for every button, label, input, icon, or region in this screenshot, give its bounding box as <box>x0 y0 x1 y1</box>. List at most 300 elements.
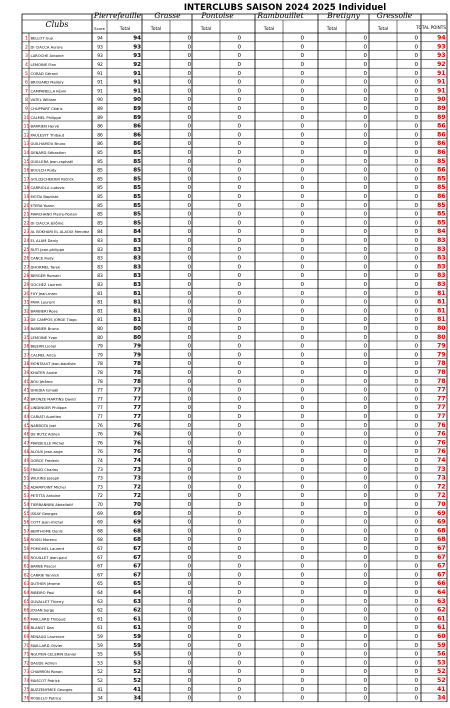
venue-total-cell: 0 <box>187 581 191 588</box>
venue-total-cell: 0 <box>414 326 418 332</box>
venue-total-cell: 0 <box>187 334 191 341</box>
grand-total-cell: 85 <box>437 210 446 218</box>
venue-total-cell: 0 <box>300 317 304 324</box>
grand-total-cell: 72 <box>437 483 446 491</box>
venue-total-cell: 0 <box>237 475 241 482</box>
venue-total-cell: 81 <box>133 290 141 297</box>
venue-total-cell: 52 <box>133 669 141 676</box>
venue-total-cell: 0 <box>300 211 304 218</box>
venue-total-cell: 0 <box>187 141 191 148</box>
venue-total-cell: 0 <box>300 150 304 156</box>
grand-total-cell: 83 <box>437 254 446 262</box>
rank-cell: 3 <box>25 54 28 60</box>
venue-total-cell: 0 <box>300 264 304 271</box>
table-row <box>24 395 446 402</box>
venue-total-cell: 79 <box>133 352 141 359</box>
venue-total-cell: 0 <box>414 581 418 588</box>
score-cell: 77 <box>97 388 103 394</box>
venue-total-cell: 83 <box>133 246 141 253</box>
score-cell: 85 <box>97 221 103 227</box>
venue-total-cell: 0 <box>300 53 304 60</box>
table-row <box>24 651 446 658</box>
venue-total-cell: 0 <box>237 634 241 640</box>
player-name-cell: BARBIERI Rose <box>30 309 58 314</box>
score-cell: 74 <box>97 459 103 464</box>
grand-total-cell: 89 <box>437 105 446 112</box>
rank-cell: 64 <box>23 591 30 596</box>
venue-total-cell: 0 <box>300 449 304 456</box>
grand-total-cell: 80 <box>437 325 446 332</box>
venue-total-cell: 0 <box>237 537 241 544</box>
venue-total-cell: 0 <box>237 458 241 464</box>
venue-total-cell: 83 <box>133 238 141 244</box>
venue-total-cell: 0 <box>414 70 418 77</box>
venue-name: Pontoise <box>201 11 234 20</box>
venue-total-cell: 0 <box>300 590 304 596</box>
grand-total-cell: 77 <box>437 395 446 403</box>
rank-cell: 19 <box>23 195 30 200</box>
venue-total-cell: 76 <box>133 422 141 429</box>
rank-cell: 59 <box>23 547 30 552</box>
venue-total-cell: 73 <box>133 466 141 473</box>
table-row <box>24 668 446 675</box>
player-name-cell: PAVA Laurent <box>30 300 55 305</box>
venue-total-cell: 0 <box>300 97 304 104</box>
venue-total-cell: 0 <box>187 308 191 315</box>
venue-total-cell: 0 <box>237 484 241 491</box>
venue-total-cell: 81 <box>133 308 141 315</box>
table-row <box>24 571 446 578</box>
venue-total-cell: 0 <box>363 484 367 491</box>
table-row <box>24 246 446 253</box>
venue-total-cell: 0 <box>363 537 367 544</box>
venue-total-cell: 0 <box>363 334 367 341</box>
venue-total-cell: 0 <box>363 422 367 429</box>
player-name-cell: CALMEL Philippe <box>30 115 61 120</box>
table-row <box>24 290 446 297</box>
player-name-cell: GUILLERA Jean-raphaël <box>30 159 73 164</box>
player-name-cell: BROUARD Mallory <box>30 80 64 85</box>
venue-total-cell: 0 <box>237 308 241 315</box>
venue-total-cell: 72 <box>133 493 141 500</box>
grand-total-cell: 93 <box>437 52 446 60</box>
venue-total-cell: 0 <box>187 123 191 130</box>
venue-total-cell: 0 <box>300 308 304 315</box>
player-name-cell: RENAUD Laurence <box>30 635 65 639</box>
grand-total-cell: 63 <box>437 597 446 605</box>
score-cell: 80 <box>97 327 103 332</box>
venue-total-cell: 0 <box>187 361 191 368</box>
venue-total-cell: 0 <box>187 686 191 693</box>
table-row <box>24 554 446 561</box>
grand-total-cell: 52 <box>437 677 446 684</box>
venue-total-cell: 0 <box>414 590 418 596</box>
venue-total-cell: 0 <box>187 493 191 500</box>
page-title: INTERCLUBS SAISON 2024 2025 Individuel <box>183 3 387 13</box>
rank-cell: 6 <box>25 80 28 86</box>
venue-total-cell: 91 <box>133 88 141 95</box>
venue-total-cell: 69 <box>133 519 141 526</box>
venue-name: Pierrefeuille <box>93 11 142 20</box>
score-cell: 81 <box>97 318 103 324</box>
venue-total-cell: 0 <box>363 616 367 623</box>
score-cell: 73 <box>97 467 103 473</box>
venue-total-cell: 0 <box>187 62 191 68</box>
venue-total-cell: 0 <box>300 563 304 570</box>
venue-total-cell: 0 <box>300 660 304 667</box>
table-row <box>24 510 446 517</box>
venue-total-cell: 0 <box>363 378 367 385</box>
venue-total-cell: 0 <box>237 290 241 297</box>
rank-cell: 74 <box>23 679 30 684</box>
grand-total-cell: 56 <box>437 650 446 658</box>
venue-total-cell: 0 <box>414 546 418 552</box>
venue-total-cell: 0 <box>187 502 191 508</box>
venue-total-cell: 85 <box>133 158 141 165</box>
grand-total-cell: 80 <box>437 333 446 341</box>
venue-total-cell: 0 <box>187 554 191 561</box>
venue-total-cell: 0 <box>414 510 418 517</box>
venue-total-cell: 0 <box>414 370 418 376</box>
venue-total-cell: 85 <box>133 150 141 156</box>
rank-cell: 20 <box>23 203 30 209</box>
grand-total-cell: 67 <box>437 571 446 579</box>
venue-total-cell: 0 <box>414 264 418 271</box>
venue-total-cell: 0 <box>300 123 304 130</box>
venue-total-cell: 0 <box>187 449 191 456</box>
table-row <box>24 202 446 209</box>
rank-cell: 23 <box>23 230 30 236</box>
venue-total-cell: 0 <box>187 598 191 605</box>
player-name-cell: POMOHEL Laurent <box>30 547 65 551</box>
player-name-cell: MAILLARD Thibaud <box>30 617 66 622</box>
venue-total-cell: 0 <box>187 220 191 227</box>
score-cell: 52 <box>97 679 103 684</box>
grand-total-cell: 83 <box>437 263 446 271</box>
venue-total-cell: 0 <box>187 546 191 552</box>
table-row <box>25 43 445 50</box>
rank-cell: 38 <box>23 362 30 368</box>
player-name-cell: DHORMEL Tarek <box>30 265 61 270</box>
player-name-cell: BOULCH Rudy <box>30 168 57 173</box>
grand-total-cell: 94 <box>437 34 446 42</box>
venue-total-cell: 0 <box>363 590 367 596</box>
score-cell: 62 <box>97 608 103 614</box>
grand-total-cell: 52 <box>437 668 446 676</box>
venue-total-cell: 0 <box>300 158 304 165</box>
venue-total-cell: 0 <box>363 158 367 165</box>
player-name-cell: CORAD Gérard <box>30 71 58 76</box>
grand-total-cell: 86 <box>437 166 446 174</box>
venue-total-cell: 0 <box>363 97 367 104</box>
rank-cell: 28 <box>23 274 30 280</box>
score-cell: 68 <box>97 529 103 535</box>
grand-total-cell: 91 <box>437 87 446 95</box>
rank-cell: 65 <box>23 599 30 605</box>
rank-cell: 62 <box>23 573 30 579</box>
table-row <box>24 263 446 270</box>
venue-total-cell: 0 <box>187 88 191 95</box>
score-cell: 73 <box>97 476 103 482</box>
score-cell: 85 <box>97 195 103 200</box>
venue-total-cell: 0 <box>414 484 418 491</box>
grand-total-cell: 34 <box>437 694 446 702</box>
venue-total-cell: 0 <box>237 150 241 156</box>
grand-total-cell: 83 <box>437 281 446 288</box>
score-cell: 61 <box>97 617 103 623</box>
score-cell: 65 <box>97 582 103 588</box>
venue-total-cell: 0 <box>187 634 191 640</box>
venue-total-cell: 91 <box>133 70 141 77</box>
venue-total-cell: 0 <box>363 299 367 306</box>
venue-total-cell: 0 <box>414 422 418 429</box>
venue-total-cell: 0 <box>187 273 191 280</box>
score-cell: 69 <box>97 520 103 526</box>
clubs-header: Clubs <box>45 20 69 29</box>
score-cell: 90 <box>97 98 103 104</box>
grand-total-cell: 74 <box>437 457 446 464</box>
grand-total-cell: 72 <box>437 492 446 500</box>
table-row <box>24 404 446 411</box>
venue-total-cell: 0 <box>187 387 191 394</box>
grand-total-cell: 67 <box>437 553 446 561</box>
score-cell: 80 <box>97 335 103 341</box>
venue-total-cell: 0 <box>414 352 418 359</box>
venue-total-cell: 0 <box>363 563 367 570</box>
score-cell: 81 <box>97 291 103 297</box>
venue-total-cell: 0 <box>414 185 418 192</box>
rank-cell: 17 <box>23 177 30 183</box>
venue-total-cell: 0 <box>300 132 304 139</box>
venue-total-cell: 0 <box>300 484 304 491</box>
venue-total-cell: 83 <box>133 282 141 288</box>
venue-total-cell: 0 <box>187 440 191 447</box>
venue-total-cell: 0 <box>187 290 191 297</box>
grand-total-cell: 81 <box>437 316 446 324</box>
venue-total-cell: 0 <box>363 264 367 271</box>
table-row <box>24 686 446 693</box>
rank-cell: 71 <box>23 652 30 658</box>
grand-total-cell: 78 <box>437 360 446 368</box>
venue-total-cell: 0 <box>237 264 241 271</box>
table-row <box>24 131 446 138</box>
table-row <box>24 607 446 614</box>
venue-total-cell: 0 <box>237 695 241 702</box>
venue-total-cell: 0 <box>363 317 367 324</box>
rank-cell: 55 <box>23 511 30 517</box>
venue-total-cell: 41 <box>133 686 141 693</box>
venue-total-cell: 0 <box>237 343 241 350</box>
grand-total-cell: 61 <box>437 624 446 632</box>
venue-total-cell: 0 <box>187 352 191 359</box>
grand-total-cell: 89 <box>437 113 446 121</box>
venue-total-cell: 0 <box>187 651 191 658</box>
venue-total-cell: 0 <box>300 343 304 350</box>
venue-total-cell: 0 <box>363 510 367 517</box>
table-row <box>24 466 446 473</box>
venue-total-cell: 67 <box>133 546 141 552</box>
table-row <box>24 219 446 226</box>
venue-total-cell: 68 <box>133 537 141 544</box>
venue-total-cell: 0 <box>237 44 241 51</box>
player-name-cell: DUTHER Jérome <box>30 582 61 587</box>
venue-total-cell: 0 <box>363 466 367 473</box>
grand-total-cell: 60 <box>437 633 446 640</box>
grand-total-cell: 59 <box>437 641 446 649</box>
rank-cell: 61 <box>23 564 30 570</box>
venue-total-cell: 0 <box>363 211 367 218</box>
venue-total-cell: 0 <box>363 519 367 526</box>
grand-total-cell: 77 <box>437 404 446 412</box>
venue-total-cell: 0 <box>414 475 418 482</box>
venue-total-cell: 0 <box>187 70 191 77</box>
grand-total-cell: 79 <box>437 342 446 350</box>
venue-total-cell: 0 <box>414 519 418 526</box>
player-name-cell: KHATER Andre <box>30 371 58 375</box>
grand-total-cell: 93 <box>437 43 446 51</box>
venue-total-cell: 0 <box>300 598 304 605</box>
venue-total-cell: 0 <box>363 458 367 464</box>
venue-total-cell: 0 <box>237 123 241 130</box>
score-cell: 85 <box>97 177 103 183</box>
venue-total-cell: 0 <box>414 229 418 236</box>
score-cell: 91 <box>97 71 103 77</box>
venue-total-cell: 0 <box>300 70 304 77</box>
venue-total-cell: 0 <box>187 317 191 324</box>
player-name-cell: ROSSI Moreno <box>30 538 57 543</box>
venue-total-cell: 0 <box>414 678 418 684</box>
venue-total-cell: 0 <box>414 669 418 676</box>
venue-total-cell: 0 <box>414 238 418 244</box>
venue-total-cell: 0 <box>187 422 191 429</box>
rank-cell: 12 <box>23 133 30 139</box>
rank-cell: 31 <box>23 300 30 306</box>
player-name-cell: BARBE Pascal <box>30 564 56 569</box>
venue-total-cell: 0 <box>300 519 304 526</box>
table-row <box>24 369 446 376</box>
player-name-cell: DI CIACCA Jérôme <box>30 221 64 226</box>
grand-total-cell: 85 <box>437 184 446 192</box>
venue-total-cell: 0 <box>414 334 418 341</box>
table-row <box>24 448 446 455</box>
venue-total-cell: 0 <box>237 158 241 165</box>
venue-total-cell: 0 <box>414 317 418 324</box>
venue-total-cell: 0 <box>237 519 241 526</box>
score-cell: 70 <box>97 503 103 508</box>
venue-total-cell: 85 <box>133 194 141 200</box>
venue-total-cell: 0 <box>300 176 304 183</box>
score-cell: 59 <box>97 643 103 649</box>
venue-total-cell: 0 <box>300 510 304 517</box>
table-row <box>24 307 446 314</box>
venue-total-cell: 0 <box>237 607 241 614</box>
player-name-cell: RUTI Jean-philippe <box>30 247 65 252</box>
venue-total-cell: 69 <box>133 510 141 517</box>
venue-total-cell: 70 <box>133 502 141 508</box>
venue-name: Grasse <box>154 11 181 20</box>
grand-total-cell: 69 <box>437 518 446 526</box>
rank-cell: 75 <box>23 687 30 693</box>
player-name-cell: MARCHANO Pierre-florian <box>30 212 77 217</box>
player-name-cell: GUVALLET Thierry <box>30 599 64 604</box>
venue-total-cell: 0 <box>414 176 418 183</box>
player-name-cell: GORCE Frederic <box>30 459 60 463</box>
score-header: Score <box>94 26 105 31</box>
venue-total-cell: 80 <box>133 326 141 332</box>
table-row <box>24 281 446 288</box>
venue-total-cell: 0 <box>237 572 241 579</box>
rank-cell: 25 <box>23 247 30 253</box>
venue-total-cell: 0 <box>414 44 418 51</box>
rank-cell: 51 <box>23 476 30 482</box>
venue-total-cell: 0 <box>414 299 418 306</box>
venue-total-cell: 0 <box>237 273 241 280</box>
venue-total-cell: 0 <box>237 625 241 632</box>
score-cell: 76 <box>97 432 103 438</box>
venue-total-cell: 0 <box>237 326 241 332</box>
venue-total-cell: 0 <box>363 634 367 640</box>
venue-total-cell: 0 <box>414 458 418 464</box>
score-cell: 55 <box>97 652 103 658</box>
score-cell: 91 <box>97 80 103 86</box>
venue-total-cell: 0 <box>363 308 367 315</box>
score-cell: 78 <box>97 371 103 376</box>
venue-total-cell: 0 <box>363 396 367 403</box>
table-row <box>24 519 446 526</box>
table-row <box>24 123 446 130</box>
player-name-cell: GUILHAMOU Bruno <box>30 142 66 147</box>
rank-cell: 26 <box>23 256 30 262</box>
table-row <box>24 589 446 596</box>
venue-total-cell: 0 <box>187 528 191 535</box>
venue-total-cell: 0 <box>414 537 418 544</box>
venue-total-cell: 0 <box>237 449 241 456</box>
venue-total-cell: 0 <box>237 686 241 693</box>
player-name-cell: ALOUX Jean-ange <box>30 450 63 455</box>
venue-total-cell: 0 <box>300 334 304 341</box>
venue-total-cell: 0 <box>237 581 241 588</box>
score-cell: 81 <box>97 300 103 306</box>
player-name-cell: PAULESYT Thibaut <box>30 133 65 138</box>
player-name-cell: ROUILLET Jean-paul <box>30 555 67 560</box>
player-name-cell: FUY Jean-marc <box>30 291 58 296</box>
grand-total-cell: 86 <box>437 193 446 200</box>
table-row <box>24 492 446 499</box>
rank-cell: 24 <box>23 239 30 244</box>
venue-total-cell: 73 <box>133 475 141 482</box>
player-name-cell: LEMOINE Flan <box>30 63 57 67</box>
venue-total-cell: 0 <box>300 625 304 632</box>
venue-total-cell: 0 <box>363 343 367 350</box>
venue-total-cell: 0 <box>363 607 367 614</box>
grand-total-cell: 76 <box>437 448 446 456</box>
rank-cell: 44 <box>23 415 30 420</box>
table-row <box>24 536 446 543</box>
rank-cell: 69 <box>23 635 30 640</box>
venue-total-cell: 0 <box>187 326 191 332</box>
player-name-cell: CAMPANELLA Kévin <box>30 89 67 94</box>
grand-total-cell: 86 <box>437 131 446 139</box>
player-name-cell: EL ALAM Daniy <box>30 239 59 243</box>
venue-total-cell: 0 <box>300 185 304 192</box>
venue-total-cell: 0 <box>187 378 191 385</box>
venue-total-cell: 0 <box>363 502 367 508</box>
venue-total-cell: 0 <box>187 431 191 438</box>
venue-total-cell: 85 <box>133 202 141 209</box>
rank-cell: 36 <box>23 344 30 350</box>
venue-total-cell: 0 <box>300 546 304 552</box>
venue-total-cell: 0 <box>237 361 241 368</box>
